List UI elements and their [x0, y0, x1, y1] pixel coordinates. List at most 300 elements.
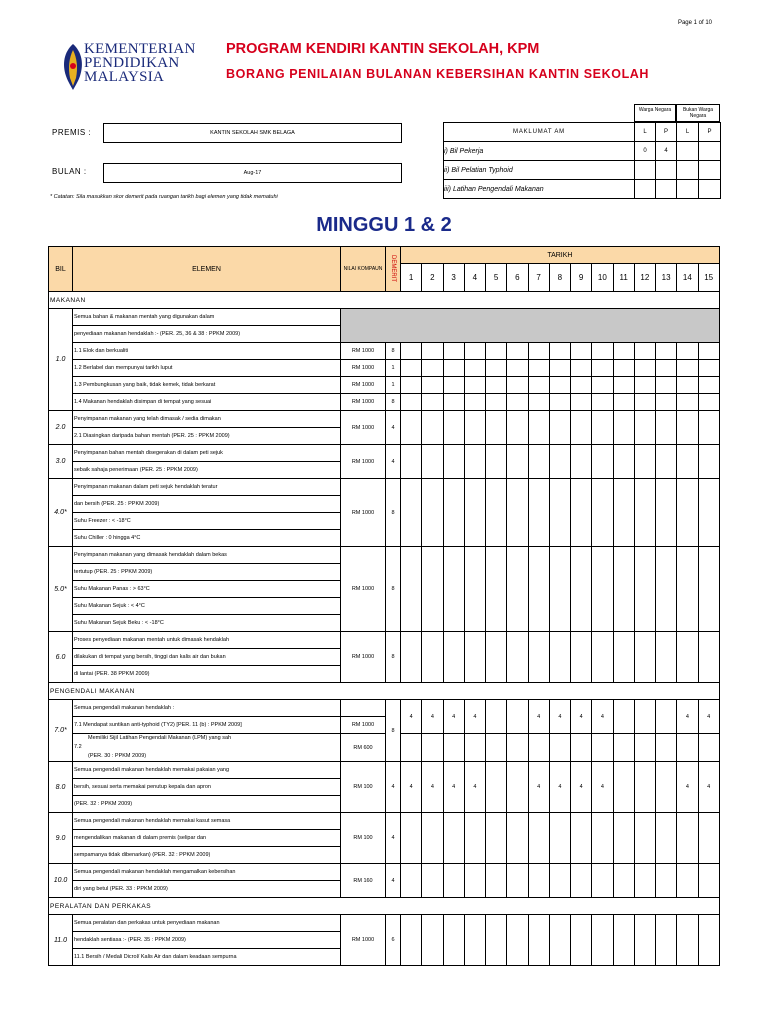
day-5-cell[interactable] — [486, 915, 507, 966]
day-2-cell[interactable] — [422, 343, 443, 360]
day-1-cell[interactable] — [401, 394, 422, 411]
demerit-7: 8 — [386, 700, 401, 762]
day-15-cell[interactable] — [698, 411, 719, 445]
day-13-cell[interactable] — [656, 360, 677, 377]
elemen-11-a: Semua peralatan dan perkakas untuk penyediaan makanan — [73, 915, 341, 932]
day-3-cell[interactable] — [443, 915, 464, 966]
elemen-8-a: Semua pengendali makanan hendaklah memakai pakaian yang — [73, 762, 341, 779]
day-2-cell[interactable] — [422, 360, 443, 377]
day-4-cell[interactable] — [464, 479, 485, 547]
day-11-cell[interactable] — [613, 547, 634, 632]
day-3-cell[interactable] — [443, 360, 464, 377]
day-13-cell[interactable] — [656, 377, 677, 394]
day-12-cell[interactable] — [634, 547, 655, 632]
bukan-warga-header: Bukan Warga Negara — [676, 104, 720, 122]
bil-typhoid-p1[interactable] — [656, 161, 677, 180]
day-3-cell[interactable] — [443, 394, 464, 411]
day-4-cell[interactable]: 4 — [464, 700, 485, 734]
day-9-cell[interactable] — [571, 915, 592, 966]
elemen-4-c: Suhu Freezer : < -18°C — [73, 513, 341, 530]
day-12-cell[interactable] — [634, 632, 655, 683]
day-15-cell[interactable] — [698, 479, 719, 547]
header-day-2: 2 — [422, 264, 443, 292]
header-day-4: 4 — [464, 264, 485, 292]
day-7-cell[interactable] — [528, 360, 549, 377]
latihan-l2[interactable] — [677, 180, 699, 199]
day-15-cell[interactable]: 4 — [698, 762, 719, 813]
latihan-p2[interactable] — [699, 180, 721, 199]
day-2-cell[interactable] — [422, 547, 443, 632]
day-7-cell[interactable] — [528, 915, 549, 966]
day-11-cell[interactable] — [613, 813, 634, 864]
day-13-cell[interactable] — [656, 479, 677, 547]
day-3-cell[interactable] — [443, 411, 464, 445]
day-9-cell[interactable] — [571, 411, 592, 445]
kompaun-6: RM 1000 — [341, 632, 386, 683]
day-11-cell[interactable] — [613, 479, 634, 547]
day-6-cell[interactable] — [507, 411, 528, 445]
day-4-cell[interactable] — [464, 547, 485, 632]
day-2-cell[interactable] — [422, 394, 443, 411]
demerit-9: 4 — [386, 813, 401, 864]
bulan-field[interactable]: Aug-17 — [103, 163, 402, 183]
day-13-cell[interactable] — [656, 445, 677, 479]
day-15-cell[interactable] — [698, 864, 719, 898]
day-10-cell[interactable] — [592, 360, 613, 377]
day-11-cell[interactable] — [613, 411, 634, 445]
day-3-cell[interactable] — [443, 864, 464, 898]
day-8-cell[interactable] — [549, 734, 570, 762]
bil-pekerja-l2[interactable] — [677, 142, 699, 161]
elemen-2-a: Penyimpanan makanan yang telah dimasak / sedia dimakan — [73, 411, 341, 428]
day-7-cell[interactable]: 4 — [528, 700, 549, 734]
day-1-cell[interactable] — [401, 632, 422, 683]
day-2-cell[interactable]: 4 — [422, 762, 443, 813]
day-14-cell[interactable] — [677, 377, 698, 394]
day-4-cell[interactable] — [464, 394, 485, 411]
day-12-cell[interactable] — [634, 762, 655, 813]
day-11-cell[interactable] — [613, 915, 634, 966]
day-4-cell[interactable] — [464, 445, 485, 479]
day-14-cell[interactable] — [677, 813, 698, 864]
table-row — [49, 547, 720, 564]
day-5-cell[interactable] — [486, 700, 507, 734]
day-2-cell[interactable] — [422, 445, 443, 479]
day-15-cell[interactable]: 4 — [698, 700, 719, 734]
day-2-cell[interactable] — [422, 915, 443, 966]
latihan-l1[interactable] — [635, 180, 656, 199]
day-9-cell[interactable] — [571, 479, 592, 547]
table-row — [49, 377, 720, 394]
day-8-cell[interactable] — [549, 479, 570, 547]
day-6-cell[interactable] — [507, 734, 528, 762]
day-1-cell[interactable] — [401, 343, 422, 360]
day-5-cell[interactable] — [486, 864, 507, 898]
grey-fill — [341, 309, 720, 343]
logo-line-1: KEMENTERIAN — [84, 41, 196, 57]
day-12-cell[interactable] — [634, 411, 655, 445]
day-12-cell[interactable] — [634, 734, 655, 762]
bil-4: 4.0* — [49, 479, 73, 547]
day-1-cell[interactable] — [401, 864, 422, 898]
day-9-cell[interactable] — [571, 343, 592, 360]
premis-field[interactable]: KANTIN SEKOLAH SMK BELAGA — [103, 123, 402, 143]
day-2-cell[interactable] — [422, 734, 443, 762]
day-4-cell[interactable] — [464, 360, 485, 377]
kpm-emblem-icon — [60, 42, 86, 92]
elemen-6-c: di lantai (PER. 38 PPKM 2009) — [73, 666, 341, 683]
day-3-cell[interactable]: 4 — [443, 762, 464, 813]
day-3-cell[interactable] — [443, 547, 464, 632]
day-10-cell[interactable] — [592, 445, 613, 479]
day-14-cell[interactable]: 4 — [677, 700, 698, 734]
elemen-10-a: Semua pengendali makanan hendaklah mengamalkan kebersihan — [73, 864, 341, 881]
day-8-cell[interactable] — [549, 343, 570, 360]
elemen-11-b: hendaklah sentiasa :- (PER. 35 : PPKM 2009) — [73, 932, 341, 949]
day-11-cell[interactable] — [613, 445, 634, 479]
day-14-cell[interactable] — [677, 360, 698, 377]
day-6-cell[interactable] — [507, 394, 528, 411]
elemen-9-a: Semua pengendali makanan hendaklah memakai kasut semasa — [73, 813, 341, 830]
day-6-cell[interactable] — [507, 700, 528, 734]
day-13-cell[interactable] — [656, 632, 677, 683]
day-10-cell[interactable] — [592, 411, 613, 445]
day-10-cell[interactable]: 4 — [592, 700, 613, 734]
day-11-cell[interactable] — [613, 394, 634, 411]
kompaun-11: RM 1000 — [341, 915, 386, 966]
day-5-cell[interactable] — [486, 411, 507, 445]
demerit-1-4: 8 — [386, 394, 401, 411]
day-8-cell[interactable] — [549, 632, 570, 683]
day-11-cell[interactable] — [613, 734, 634, 762]
day-2-cell[interactable] — [422, 479, 443, 547]
day-3-cell[interactable] — [443, 734, 464, 762]
day-12-cell[interactable] — [634, 377, 655, 394]
day-15-cell[interactable] — [698, 377, 719, 394]
day-14-cell[interactable] — [677, 632, 698, 683]
day-13-cell[interactable] — [656, 411, 677, 445]
catatan-note: * Catatan: Sila masukkan skor demerit pada ruangan tarikh bagi elemen yang tidak mematuhi — [50, 194, 278, 200]
day-1-cell[interactable] — [401, 547, 422, 632]
day-11-cell[interactable] — [613, 377, 634, 394]
day-9-cell[interactable] — [571, 734, 592, 762]
day-10-cell[interactable] — [592, 343, 613, 360]
day-14-cell[interactable] — [677, 915, 698, 966]
day-9-cell[interactable] — [571, 360, 592, 377]
day-6-cell[interactable] — [507, 479, 528, 547]
day-10-cell[interactable] — [592, 394, 613, 411]
elemen-7-line-1: Memiliki Sijil Latihan Pengendali Makanan (LPM) yang sah — [88, 735, 232, 741]
day-8-cell[interactable] — [549, 915, 570, 966]
day-13-cell[interactable] — [656, 915, 677, 966]
demerit-8: 4 — [386, 762, 401, 813]
day-8-cell[interactable] — [549, 360, 570, 377]
col-l2: L — [677, 123, 699, 142]
day-9-cell[interactable] — [571, 632, 592, 683]
day-6-cell[interactable] — [507, 547, 528, 632]
day-7-cell[interactable] — [528, 445, 549, 479]
table-row — [49, 762, 720, 779]
day-10-cell[interactable] — [592, 547, 613, 632]
day-11-cell[interactable] — [613, 360, 634, 377]
day-6-cell[interactable] — [507, 445, 528, 479]
day-8-cell[interactable]: 4 — [549, 700, 570, 734]
table-row — [49, 343, 720, 360]
day-1-cell[interactable]: 4 — [401, 762, 422, 813]
day-11-cell[interactable] — [613, 762, 634, 813]
day-2-cell[interactable] — [422, 813, 443, 864]
day-11-cell[interactable] — [613, 864, 634, 898]
day-7-cell[interactable] — [528, 547, 549, 632]
day-3-cell[interactable] — [443, 343, 464, 360]
day-1-cell[interactable] — [401, 360, 422, 377]
day-14-cell[interactable] — [677, 547, 698, 632]
day-10-cell[interactable] — [592, 864, 613, 898]
day-1-cell[interactable] — [401, 445, 422, 479]
day-9-cell[interactable] — [571, 813, 592, 864]
day-1-cell[interactable] — [401, 377, 422, 394]
day-4-cell[interactable] — [464, 632, 485, 683]
day-13-cell[interactable] — [656, 734, 677, 762]
day-8-cell[interactable] — [549, 813, 570, 864]
bil-1: 1.0 — [49, 309, 73, 411]
day-12-cell[interactable] — [634, 394, 655, 411]
day-13-cell[interactable] — [656, 762, 677, 813]
day-12-cell[interactable] — [634, 360, 655, 377]
bulan-label: BULAN : — [52, 167, 87, 176]
day-13-cell[interactable] — [656, 864, 677, 898]
day-6-cell[interactable] — [507, 360, 528, 377]
day-13-cell[interactable] — [656, 813, 677, 864]
day-8-cell[interactable] — [549, 864, 570, 898]
day-8-cell[interactable] — [549, 377, 570, 394]
header-tarikh: TARIKH — [401, 247, 720, 264]
elemen-3-b: sebaik sahaja penerimaan (PER. 25 : PPKM 2009) — [73, 462, 341, 479]
day-6-cell[interactable] — [507, 632, 528, 683]
day-7-cell[interactable] — [528, 864, 549, 898]
day-5-cell[interactable] — [486, 813, 507, 864]
day-6-cell[interactable] — [507, 762, 528, 813]
day-2-cell[interactable] — [422, 864, 443, 898]
day-2-cell[interactable] — [422, 632, 443, 683]
day-13-cell[interactable] — [656, 700, 677, 734]
day-5-cell[interactable] — [486, 377, 507, 394]
bil-typhoid-p2[interactable] — [699, 161, 721, 180]
day-9-cell[interactable] — [571, 377, 592, 394]
day-10-cell[interactable] — [592, 632, 613, 683]
demerit-1-2: 1 — [386, 360, 401, 377]
day-8-cell[interactable] — [549, 445, 570, 479]
demerit-1-1: 8 — [386, 343, 401, 360]
day-7-cell[interactable] — [528, 411, 549, 445]
day-3-cell[interactable]: 4 — [443, 700, 464, 734]
day-1-cell[interactable] — [401, 479, 422, 547]
header-day-1: 1 — [401, 264, 422, 292]
day-14-cell[interactable] — [677, 445, 698, 479]
day-12-cell[interactable] — [634, 864, 655, 898]
day-3-cell[interactable] — [443, 377, 464, 394]
day-4-cell[interactable] — [464, 343, 485, 360]
day-5-cell[interactable] — [486, 343, 507, 360]
day-4-cell[interactable] — [464, 915, 485, 966]
day-14-cell[interactable] — [677, 734, 698, 762]
day-5-cell[interactable] — [486, 394, 507, 411]
day-14-cell[interactable] — [677, 411, 698, 445]
day-5-cell[interactable] — [486, 762, 507, 813]
day-10-cell[interactable]: 4 — [592, 762, 613, 813]
day-7-cell[interactable] — [528, 394, 549, 411]
elemen-10-b: diri yang betul (PER. 33 : PPKM 2009) — [73, 881, 341, 898]
day-8-cell[interactable] — [549, 547, 570, 632]
elemen-11-c: 11.1 Bersih / Medali Dicrol/ Kalis Air dan dalam keadaan sempurna — [73, 949, 341, 966]
day-9-cell[interactable] — [571, 445, 592, 479]
bil-pekerja-p1[interactable]: 4 — [656, 142, 677, 161]
day-9-cell[interactable]: 4 — [571, 762, 592, 813]
day-4-cell[interactable] — [464, 377, 485, 394]
day-2-cell[interactable] — [422, 411, 443, 445]
header-day-15: 15 — [698, 264, 719, 292]
day-10-cell[interactable] — [592, 734, 613, 762]
bil-pekerja-l1[interactable]: 0 — [635, 142, 656, 161]
elemen-7-line-2: 7.2 — [74, 744, 82, 750]
day-4-cell[interactable]: 4 — [464, 762, 485, 813]
day-9-cell[interactable] — [571, 394, 592, 411]
bil-3: 3.0 — [49, 445, 73, 479]
day-4-cell[interactable] — [464, 813, 485, 864]
day-6-cell[interactable] — [507, 864, 528, 898]
day-11-cell[interactable] — [613, 700, 634, 734]
day-13-cell[interactable] — [656, 394, 677, 411]
table-row — [49, 915, 720, 932]
day-5-cell[interactable] — [486, 360, 507, 377]
day-14-cell[interactable]: 4 — [677, 762, 698, 813]
premis-label: PREMIS : — [52, 128, 92, 137]
day-11-cell[interactable] — [613, 632, 634, 683]
day-5-cell[interactable] — [486, 479, 507, 547]
day-8-cell[interactable] — [549, 411, 570, 445]
elemen-1-sub-2: 1.2 Berlabel dan mempunyai tarikh luput — [73, 360, 341, 377]
latihan-p1[interactable] — [656, 180, 677, 199]
day-9-cell[interactable]: 4 — [571, 700, 592, 734]
kompaun-7-1: RM 1000 — [341, 717, 386, 734]
day-10-cell[interactable] — [592, 479, 613, 547]
day-15-cell[interactable] — [698, 360, 719, 377]
day-3-cell[interactable] — [443, 813, 464, 864]
day-5-cell[interactable] — [486, 547, 507, 632]
day-12-cell[interactable] — [634, 445, 655, 479]
day-7-cell[interactable] — [528, 479, 549, 547]
day-6-cell[interactable] — [507, 813, 528, 864]
day-1-cell[interactable] — [401, 813, 422, 864]
day-15-cell[interactable] — [698, 632, 719, 683]
header-day-13: 13 — [656, 264, 677, 292]
day-1-cell[interactable] — [401, 915, 422, 966]
day-7-cell[interactable] — [528, 632, 549, 683]
kompaun-1-2: RM 1000 — [341, 360, 386, 377]
day-13-cell[interactable] — [656, 343, 677, 360]
day-6-cell[interactable] — [507, 915, 528, 966]
day-3-cell[interactable] — [443, 445, 464, 479]
table-row — [49, 479, 720, 496]
bil-typhoid-label: ii) Bil Pelatian Typhoid — [444, 161, 635, 180]
day-12-cell[interactable] — [634, 915, 655, 966]
day-1-cell[interactable] — [401, 734, 422, 762]
day-7-cell[interactable] — [528, 377, 549, 394]
day-12-cell[interactable] — [634, 343, 655, 360]
elemen-6-a: Proses penyediaan makanan mentah untuk dimasak hendaklah — [73, 632, 341, 649]
kompaun-1-3: RM 1000 — [341, 377, 386, 394]
day-10-cell[interactable] — [592, 377, 613, 394]
day-1-cell[interactable]: 4 — [401, 700, 422, 734]
day-9-cell[interactable] — [571, 864, 592, 898]
day-12-cell[interactable] — [634, 813, 655, 864]
day-10-cell[interactable] — [592, 813, 613, 864]
day-15-cell[interactable] — [698, 734, 719, 762]
bil-pekerja-p2[interactable] — [699, 142, 721, 161]
kompaun-10: RM 160 — [341, 864, 386, 898]
demerit-4: 8 — [386, 479, 401, 547]
day-5-cell[interactable] — [486, 632, 507, 683]
day-12-cell[interactable] — [634, 700, 655, 734]
day-15-cell[interactable] — [698, 547, 719, 632]
day-8-cell[interactable] — [549, 394, 570, 411]
day-14-cell[interactable] — [677, 864, 698, 898]
logo-line-3: MALAYSIA — [84, 69, 165, 85]
day-13-cell[interactable] — [656, 547, 677, 632]
day-6-cell[interactable] — [507, 377, 528, 394]
day-4-cell[interactable] — [464, 734, 485, 762]
day-14-cell[interactable] — [677, 479, 698, 547]
bil-typhoid-l1[interactable] — [635, 161, 656, 180]
day-3-cell[interactable] — [443, 479, 464, 547]
day-15-cell[interactable] — [698, 343, 719, 360]
day-15-cell[interactable] — [698, 915, 719, 966]
day-4-cell[interactable] — [464, 411, 485, 445]
day-1-cell[interactable] — [401, 411, 422, 445]
day-7-cell[interactable] — [528, 343, 549, 360]
day-7-cell[interactable] — [528, 734, 549, 762]
day-7-cell[interactable] — [528, 813, 549, 864]
day-7-cell[interactable]: 4 — [528, 762, 549, 813]
bil-typhoid-l2[interactable] — [677, 161, 699, 180]
day-14-cell[interactable] — [677, 343, 698, 360]
day-15-cell[interactable] — [698, 813, 719, 864]
demerit-10: 4 — [386, 864, 401, 898]
table-row — [49, 864, 720, 881]
day-9-cell[interactable] — [571, 547, 592, 632]
bil-7: 7.0* — [49, 700, 73, 762]
day-5-cell[interactable] — [486, 445, 507, 479]
day-2-cell[interactable]: 4 — [422, 700, 443, 734]
day-14-cell[interactable] — [677, 394, 698, 411]
day-3-cell[interactable] — [443, 632, 464, 683]
day-10-cell[interactable] — [592, 915, 613, 966]
warga-negara-header: Warga Negara — [634, 104, 676, 122]
elemen-7-c — [73, 734, 341, 762]
kompaun-7-2: RM 600 — [341, 734, 386, 762]
day-15-cell[interactable] — [698, 445, 719, 479]
day-2-cell[interactable] — [422, 377, 443, 394]
day-5-cell[interactable] — [486, 734, 507, 762]
table-row — [49, 360, 720, 377]
day-15-cell[interactable] — [698, 394, 719, 411]
day-8-cell[interactable]: 4 — [549, 762, 570, 813]
day-12-cell[interactable] — [634, 479, 655, 547]
day-11-cell[interactable] — [613, 343, 634, 360]
day-4-cell[interactable] — [464, 864, 485, 898]
elemen-4-b: dan bersih (PER. 25 : PPKM 2009) — [73, 496, 341, 513]
day-6-cell[interactable] — [507, 343, 528, 360]
